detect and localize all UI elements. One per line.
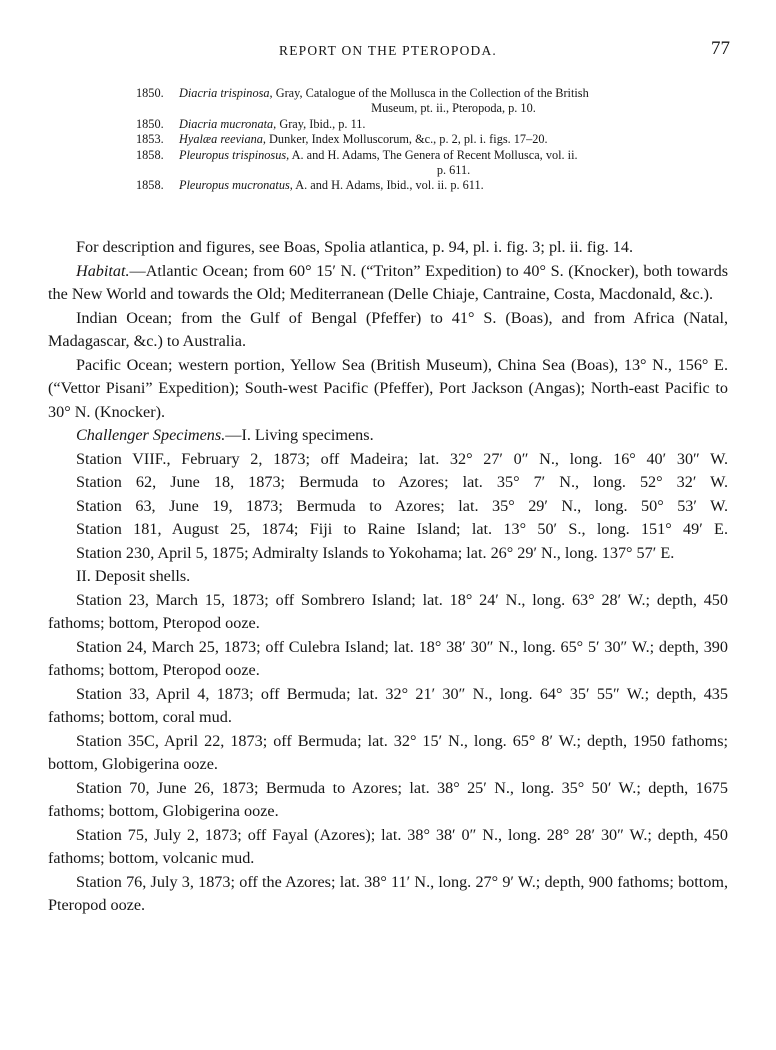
page-number: 77	[711, 38, 730, 59]
station-record: Station 76, July 3, 1873; off the Azores; lat. 38° 11′ N., long. 27° 9′ W.; depth, 900 fathoms; bottom, Pteropod ooze.	[48, 872, 728, 914]
station-record: Station 63, June 19, 1873; Bermuda to Azores; lat. 35° 29′ N., long. 50° 53′ W.	[76, 496, 728, 515]
synonymy-name: Hyalæa reeviana,	[179, 132, 266, 147]
synonymy-year: 1858.	[136, 147, 164, 162]
pacific-ocean-paragraph: Pacific Ocean; western portion, Yellow Sea (British Museum), China Sea (Boas), 13° N., 156° E. (“Vettor Pisani” Expedition); South-west Pacific (Pfeffer), Port Jackson (Angas); North-east Pacific to 30° N. (Knocker).	[48, 355, 728, 421]
running-title: REPORT ON THE PTEROPODA.	[278, 43, 497, 58]
indian-ocean-paragraph: Indian Ocean; from the Gulf of Bengal (Pfeffer) to 41° S. (Boas), and from Africa (Natal, Madagascar, &c.) to Australia.	[48, 308, 728, 350]
synonymy-name: Diacria trispinosa,	[179, 86, 273, 100]
synonymy-entry	[136, 148, 728, 179]
synonymy-year: 1850.	[136, 116, 164, 131]
deposit-heading: II. Deposit shells.	[76, 567, 191, 585]
synonymy-list	[136, 86, 728, 194]
synonymy-entry	[136, 132, 728, 147]
synonymy-entry	[136, 86, 728, 117]
habitat-text: —Atlantic Ocean; from 60° 15′ N. (“Triton” Expedition) to 40° S. (Knocker), both towards the New World and towards the Old; Mediterranean (Delle Chiaje, Cantraine, Costa, Macdonald, &c.).	[48, 261, 728, 303]
page-header	[0, 40, 776, 66]
challenger-heading	[48, 424, 728, 448]
synonymy-name: Pleuropus trispinosus,	[179, 147, 290, 162]
station-record: Station VIIF., February 2, 1873; off Madeira; lat. 32° 27′ 0″ N., long. 16° 40′ 30″ W.	[76, 449, 728, 468]
synonymy-text: A. and H. Adams, Ibid., vol. ii. p. 611.	[295, 178, 484, 193]
challenger-text: —I. Living specimens.	[225, 426, 374, 444]
station-record: Station 181, August 25, 1874; Fiji to Raine Island; lat. 13° 50′ S., long. 151° 49′ E.	[76, 520, 728, 538]
synonymy-name: Diacria mucronata,	[179, 116, 277, 131]
synonymy-entry	[136, 117, 728, 132]
station-record: Station 23, March 15, 1873; off Sombrero Island; lat. 18° 24′ N., long. 63° 28′ W.; depth, 450 fathoms; bottom, Pteropod ooze.	[48, 590, 728, 632]
synonymy-text: Dunker, Index Molluscorum, &c., p. 2, pl. i. figs. 17–20.	[269, 132, 548, 147]
synonymy-text: A. and H. Adams, The Genera of Recent Mollusca, vol. ii.	[291, 147, 578, 162]
synonymy-year: 1850.	[136, 86, 164, 100]
synonymy-continuation: Museum, pt. ii., Pteropoda, p. 10.	[371, 101, 536, 116]
challenger-label: Challenger Specimens.	[76, 426, 226, 444]
station-record: Station 230, April 5, 1875; Admiralty Islands to Yokohama; lat. 26° 29′ N., long. 137° 57′ E.	[76, 543, 675, 562]
station-record: Station 35C, April 22, 1873; off Bermuda; lat. 32° 15′ N., long. 65° 8′ W.; depth, 1950 fathoms; bottom, Globigerina ooze.	[48, 731, 728, 773]
main-text	[48, 236, 728, 918]
synonymy-continuation: p. 611.	[436, 163, 471, 178]
synonymy-name: Pleuropus mucronatus,	[179, 178, 293, 193]
synonymy-text: Gray, Ibid., p. 11.	[279, 116, 366, 131]
station-record: Station 70, June 26, 1873; Bermuda to Azores; lat. 38° 25′ N., long. 35° 50′ W.; depth, 1675 fathoms; bottom, Globigerina ooze.	[48, 778, 728, 820]
station-record: Station 75, July 2, 1873; off Fayal (Azores); lat. 38° 38′ 0″ N., long. 28° 28′ 30″ W.; depth, 450 fathoms; bottom, volcanic mud.	[48, 825, 728, 867]
station-record: Station 33, April 4, 1873; off Bermuda; lat. 32° 21′ 30″ N., long. 64° 35′ 55″ W.; depth, 435 fathoms; bottom, coral mud.	[48, 684, 728, 726]
habitat-label: Habitat.	[76, 261, 130, 280]
description-paragraph: For description and figures, see Boas, Spolia atlantica, p. 94, pl. i. fig. 3; pl. ii. fig. 14.	[76, 238, 634, 256]
habitat-paragraph	[48, 260, 728, 307]
station-record: Station 24, March 25, 1873; off Culebra Island; lat. 18° 38′ 30″ N., long. 65° 5′ 30″ W.; depth, 390 fathoms; bottom, Pteropod ooze.	[48, 637, 728, 679]
synonymy-text: Gray, Catalogue of the Mollusca in the Collection of the British	[275, 86, 589, 100]
synonymy-year: 1858.	[136, 178, 164, 193]
station-record: Station 62, June 18, 1873; Bermuda to Azores; lat. 35° 7′ N., long. 52° 32′ W.	[76, 473, 728, 491]
synonymy-entry	[136, 178, 728, 193]
synonymy-year: 1853.	[136, 132, 164, 147]
